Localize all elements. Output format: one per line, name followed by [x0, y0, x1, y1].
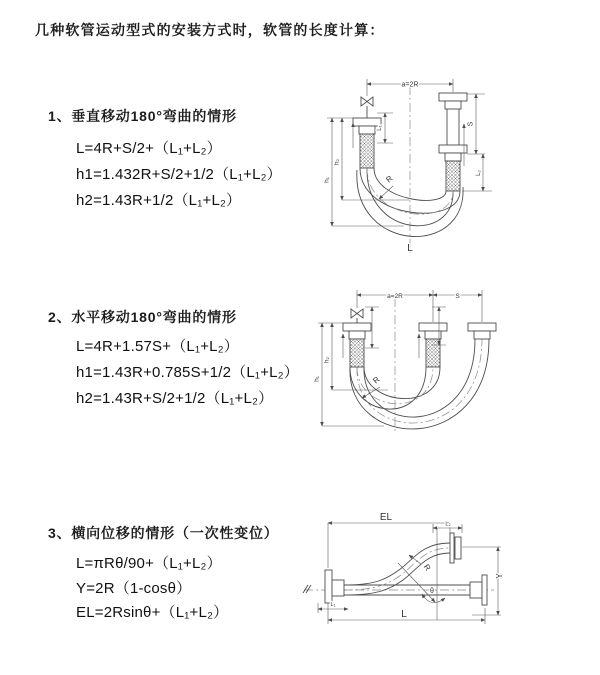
- dim-h2-label: h₂: [333, 158, 341, 166]
- dim-h1-label: h₁: [313, 376, 321, 382]
- section-2-formula-h2: h2=1.43R+S/2+1/2（L₁+L₂）: [76, 390, 274, 407]
- radius-callout: [379, 174, 395, 199]
- top-dimensions: [357, 290, 482, 322]
- radius-label: R: [371, 374, 382, 386]
- dim-s-label: S: [455, 293, 460, 300]
- dim-h2-label: h₂: [323, 356, 331, 364]
- diagram-vertical-180-bend: [312, 70, 512, 262]
- valve-icon: [351, 309, 363, 323]
- section-1-heading: 1、垂直移动180°弯曲的情形: [48, 108, 237, 124]
- dim-s-label: S: [467, 121, 475, 127]
- dim-l-label: L: [401, 609, 407, 620]
- dim-l2-label: L₂: [476, 170, 482, 176]
- section-3-formula-y: Y=2R（1-cosθ）: [76, 580, 192, 597]
- section-1-formula-h2: h2=1.43R+1/2（L₁+L₂）: [76, 192, 242, 209]
- length-label: L: [407, 243, 413, 254]
- length-dimension: [328, 603, 485, 624]
- fitting1-dimension: [377, 113, 393, 143]
- stroke-dimension: [462, 94, 492, 191]
- dim-el-label: EL: [379, 512, 393, 523]
- s-curve-hose: [344, 543, 450, 595]
- radius-label: R: [421, 562, 433, 573]
- section-1-formula-length: L=4R+S/2+（L₁+L₂）: [76, 140, 222, 157]
- left-flange: [325, 570, 344, 603]
- valve-icon: [361, 97, 373, 118]
- angle-theta-label: θ: [430, 588, 434, 595]
- section-3-formula-length: L=πRθ/90+（L₁+L₂）: [76, 555, 222, 572]
- page-title: 几种软管运动型式的安装方式时，软管的长度计算：: [35, 22, 385, 38]
- radius-label: R: [384, 173, 395, 185]
- dim-h1-label: h₁: [323, 177, 331, 183]
- section-2-formula-length: L=4R+1.57S+（L₁+L₂）: [76, 338, 239, 355]
- dim-a2r-label: a=2R: [387, 293, 403, 300]
- section-3-formula-el: EL=2Rsinθ+（L₁+L₂）: [76, 604, 229, 621]
- dim-l1-label: L₁: [330, 602, 336, 608]
- dim-l2-label: L₂: [445, 521, 451, 528]
- section-2-heading: 2、水平移动180°弯曲的情形: [48, 309, 237, 325]
- right-pipe-flanges: [439, 93, 467, 191]
- diagram-lateral-displacement: [296, 502, 511, 640]
- section-2-formula-h1: h1=1.43R+0.785S+1/2（L₁+L₂）: [76, 364, 299, 381]
- dim-y-label: Y: [495, 573, 504, 579]
- shifted-pipe-flange: [468, 323, 496, 339]
- section-1-formula-h1: h1=1.432R+S/2+1/2（L₁+L₂）: [76, 166, 282, 183]
- fitting1-dimension: [318, 602, 348, 613]
- diagram-horizontal-180-bend: [306, 282, 511, 454]
- dim-l1-label: L₁: [377, 125, 383, 131]
- right-flange: [470, 575, 487, 605]
- hose-u-curves: [350, 339, 489, 429]
- section-3-heading: 3、横向位移的情形（一次性变位）: [48, 525, 279, 541]
- angle-callout: [398, 563, 445, 603]
- el-dimension: [328, 512, 450, 568]
- left-pipe-flange: [343, 323, 371, 367]
- dim-a2r-label: a=2R: [401, 81, 419, 89]
- upper-flange: [450, 533, 461, 563]
